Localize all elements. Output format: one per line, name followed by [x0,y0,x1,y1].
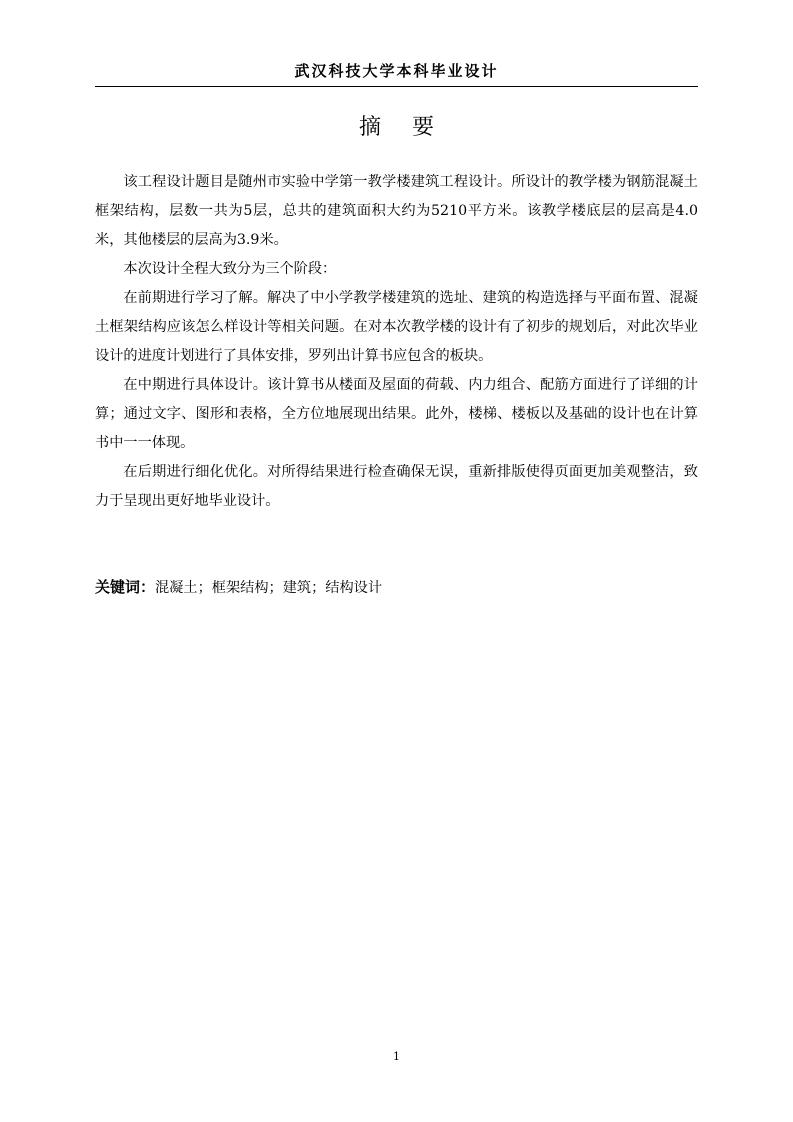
abstract-body [95,168,698,516]
abstract-title: 摘 要 [359,115,446,140]
abstract-paragraph: 本次设计全程大致分为三个阶段： [123,261,337,277]
abstract-paragraph: 该工程设计题目是随州市实验中学第一教学楼建筑工程设计。所设计的教学楼为钢筋混凝土框架结构，层数一共为5层，总共的建筑面积大约为5210平方米。该教学楼底层的层高是4.0米，其他楼层的层高为3.9米。 [95,174,698,248]
abstract-paragraph: 在中期进行具体设计。该计算书从楼面及屋面的荷载、内力组合、配筋方面进行了详细的计算；通过文字、图形和表格，全方位地展现出结果。此外，楼梯、楼板以及基础的设计也在计算书中一一体现。 [95,377,698,451]
page-header [95,58,698,87]
abstract-paragraph: 在前期进行学习了解。解决了中小学教学楼建筑的选址、建筑的构造选择与平面布置、混凝土框架结构应该怎么样设计等相关问题。在对本次教学楼的设计有了初步的规划后，对此次毕业设计的进度计划进行了具体安排，罗列出计算书应包含的板块。 [95,290,698,364]
keywords-list: 混凝土；框架结构；建筑；结构设计 [155,580,383,596]
keywords-label: 关键词： [95,578,156,596]
abstract-paragraph: 在后期进行细化优化。对所得结果进行检查确保无误，重新排版使得页面更加美观整洁，致力于呈现出更好地毕业设计。 [95,464,698,509]
keywords-line [95,573,698,603]
university-thesis-header: 武汉科技大学本科毕业设计 [294,62,499,80]
page-number: 1 [393,1050,400,1063]
